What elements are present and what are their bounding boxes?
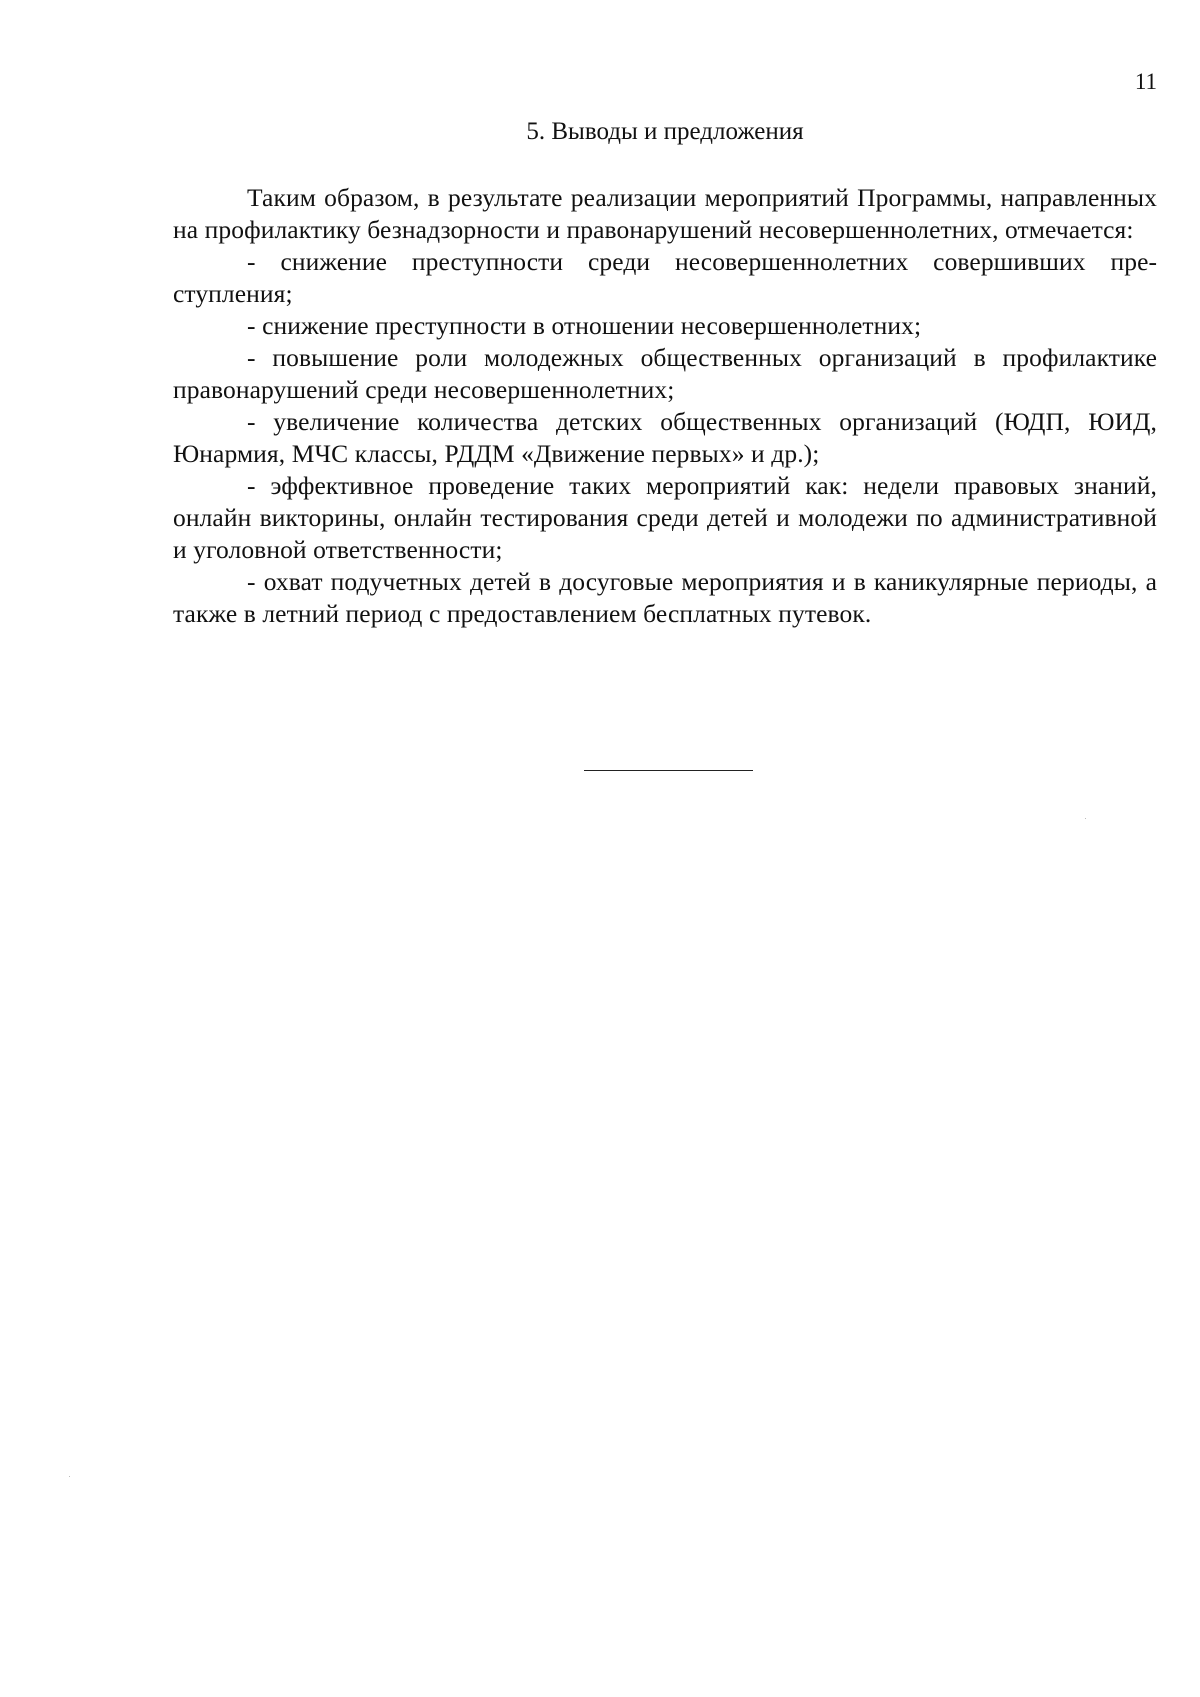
scan-speck	[69, 1476, 70, 1477]
list-item: - охват подучетных детей в досуговые мероприятия и в каникулярные периоды, а также в летний период с предоставлением бесплатных путевок.	[173, 567, 1157, 628]
list-item: - снижение преступности среди несовершеннолетних совершивших преступления;	[173, 247, 1157, 308]
section-body	[173, 182, 1157, 630]
page-number: 11	[1134, 69, 1157, 94]
scan-speck	[1085, 818, 1086, 819]
list-item: - повышение роли молодежных общественных организаций в профилактике правонарушений среди несовершеннолетних;	[173, 343, 1157, 404]
list-item: - снижение преступности в отношении несовершеннолетних;	[247, 311, 922, 340]
list-item: - эффективное проведение таких мероприятий как: недели правовых знаний, онлайн викторины, онлайн тестирования среди детей и молодежи по административной и уголовной ответственности;	[173, 471, 1157, 564]
end-separator-line	[584, 770, 753, 771]
intro-paragraph: Таким образом, в результате реализации мероприятий Программы, направленных на профилактику безнадзорности и правонарушений несовершеннолетних, отмечается:	[173, 183, 1157, 244]
section-heading: 5. Выводы и предложения	[526, 118, 804, 145]
list-item: - увеличение количества детских общественных организаций (ЮДП, ЮИД, Юнармия, МЧС классы, РДДМ «Движение первых» и др.);	[173, 407, 1157, 468]
